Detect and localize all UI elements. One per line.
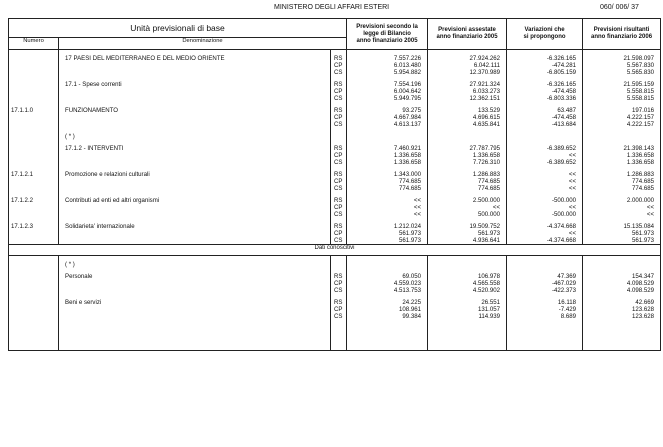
- table-row: [9, 223, 661, 230]
- row-denominazione: 17 PAESI DEL MEDITERRANEO E DEL MEDIO ORIENTE: [59, 55, 331, 62]
- table-body: [9, 50, 661, 245]
- table-row: [9, 178, 661, 185]
- row-denominazione: [59, 69, 331, 76]
- row-denominazione: 17.1 - Spese correnti: [59, 81, 331, 88]
- table-row: [9, 107, 661, 114]
- row-tipo: CS: [331, 287, 347, 294]
- val-assestate: 6.042.111: [428, 62, 507, 69]
- row-number: [9, 287, 59, 294]
- row-denominazione: [59, 62, 331, 69]
- col-variazioni: Variazioni che si propongono: [507, 19, 583, 50]
- val-assestate: 4.696.615: [428, 114, 507, 121]
- row-number: [9, 211, 59, 218]
- row-number: [9, 313, 59, 320]
- val-bilancio: 4.613.137: [347, 121, 428, 128]
- table-row: [9, 171, 661, 178]
- table-row: [9, 114, 661, 121]
- val-bilancio: 69.050: [347, 273, 428, 280]
- val-variazioni: <<: [507, 185, 583, 192]
- val-variazioni: 8.689: [507, 313, 583, 320]
- val-risultanti: [583, 133, 661, 140]
- val-variazioni: -474.281: [507, 62, 583, 69]
- row-tipo: RS: [331, 55, 347, 62]
- table-row: [9, 313, 661, 320]
- val-risultanti: 1.336.658: [583, 152, 661, 159]
- dati-conoscitivi-label: Dati conoscitivi: [9, 245, 661, 256]
- row-denominazione: [59, 306, 331, 313]
- val-risultanti: 154.347: [583, 273, 661, 280]
- row-number: [9, 152, 59, 159]
- row-tipo: RS: [331, 145, 347, 152]
- val-risultanti: 4.098.529: [583, 287, 661, 294]
- row-tipo: RS: [331, 81, 347, 88]
- row-tipo: CS: [331, 69, 347, 76]
- val-assestate: 27.787.795: [428, 145, 507, 152]
- val-assestate: [428, 133, 507, 140]
- val-assestate: <<: [428, 204, 507, 211]
- val-variazioni: -4.374.668: [507, 237, 583, 245]
- row-tipo: RS: [331, 107, 347, 114]
- table-row: [9, 159, 661, 166]
- row-denominazione: Contributi ad enti ed altri organismi: [59, 197, 331, 204]
- val-variazioni: <<: [507, 204, 583, 211]
- row-denominazione: [59, 287, 331, 294]
- row-denominazione: [59, 88, 331, 95]
- val-assestate: 774.685: [428, 185, 507, 192]
- val-variazioni: <<: [507, 230, 583, 237]
- row-number: [9, 273, 59, 280]
- row-tipo: CP: [331, 306, 347, 313]
- val-assestate: 500.000: [428, 211, 507, 218]
- row-number: 17.1.2.3: [9, 223, 59, 230]
- row-denominazione: [59, 204, 331, 211]
- row-tipo: RS: [331, 299, 347, 306]
- val-risultanti: 123.628: [583, 306, 661, 313]
- budget-table: [8, 18, 661, 351]
- val-bilancio: 6.004.642: [347, 88, 428, 95]
- table-row: [9, 280, 661, 287]
- table-row: [9, 287, 661, 294]
- val-assestate: 6.033.273: [428, 88, 507, 95]
- row-denominazione: [59, 313, 331, 320]
- row-tipo: CP: [331, 62, 347, 69]
- row-denominazione: [59, 114, 331, 121]
- row-denominazione: Promozione e relazioni culturali: [59, 171, 331, 178]
- val-bilancio: <<: [347, 204, 428, 211]
- row-denominazione: [59, 237, 331, 245]
- table-row: [9, 197, 661, 204]
- row-number: [9, 237, 59, 245]
- val-assestate: 4.936.641: [428, 237, 507, 245]
- val-assestate: 774.685: [428, 178, 507, 185]
- val-variazioni: [507, 133, 583, 140]
- val-bilancio: 4.559.023: [347, 280, 428, 287]
- val-risultanti: 5.567.830: [583, 62, 661, 69]
- val-bilancio: 5.954.882: [347, 69, 428, 76]
- row-number: [9, 81, 59, 88]
- table-row: [9, 95, 661, 102]
- table-row: [9, 145, 661, 152]
- val-risultanti: 21.398.143: [583, 145, 661, 152]
- val-bilancio: 1.212.024: [347, 223, 428, 230]
- row-number: [9, 133, 59, 140]
- val-bilancio: 108.961: [347, 306, 428, 313]
- row-tipo: CS: [331, 159, 347, 166]
- row-number: [9, 185, 59, 192]
- val-risultanti: 1.286.883: [583, 171, 661, 178]
- val-variazioni: -6.326.165: [507, 81, 583, 88]
- row-number: [9, 204, 59, 211]
- table-row: [9, 81, 661, 88]
- val-assestate: 27.921.324: [428, 81, 507, 88]
- val-assestate: 133.529: [428, 107, 507, 114]
- val-variazioni: [507, 261, 583, 268]
- ministry-title: MINISTERO DEGLI AFFARI ESTERI: [274, 4, 390, 11]
- val-risultanti: <<: [583, 204, 661, 211]
- val-bilancio: 561.973: [347, 237, 428, 245]
- val-risultanti: 21.598.097: [583, 55, 661, 62]
- row-number: [9, 178, 59, 185]
- table-row: [9, 88, 661, 95]
- val-variazioni: -6.326.165: [507, 55, 583, 62]
- row-tipo: CS: [331, 121, 347, 128]
- val-risultanti: 4.222.157: [583, 121, 661, 128]
- row-tipo: CP: [331, 204, 347, 211]
- val-risultanti: 15.135.084: [583, 223, 661, 230]
- val-assestate: 4.520.902: [428, 287, 507, 294]
- val-bilancio: 774.685: [347, 178, 428, 185]
- val-risultanti: 5.565.830: [583, 69, 661, 76]
- document-header: [0, 4, 663, 16]
- row-tipo: CP: [331, 230, 347, 237]
- row-number: [9, 230, 59, 237]
- row-tipo: CS: [331, 237, 347, 245]
- table-row: [9, 230, 661, 237]
- row-number: [9, 261, 59, 268]
- val-variazioni: -6.389.652: [507, 145, 583, 152]
- val-risultanti: [583, 261, 661, 268]
- val-assestate: 1.336.658: [428, 152, 507, 159]
- val-assestate: 114.939: [428, 313, 507, 320]
- val-variazioni: -500.000: [507, 211, 583, 218]
- val-variazioni: -500.000: [507, 197, 583, 204]
- val-risultanti: 2.000.000: [583, 197, 661, 204]
- page-reference: 060/ 006/ 37: [600, 4, 639, 11]
- val-variazioni: 16.118: [507, 299, 583, 306]
- table-row: [9, 211, 661, 218]
- val-bilancio: [347, 133, 428, 140]
- val-bilancio: 7.557.226: [347, 55, 428, 62]
- row-number: [9, 280, 59, 287]
- row-denominazione: 17.1.2 - INTERVENTI: [59, 145, 331, 152]
- row-tipo: CS: [331, 211, 347, 218]
- row-number: [9, 114, 59, 121]
- row-number: 17.1.1.0: [9, 107, 59, 114]
- table-row: [9, 121, 661, 128]
- table-row: [9, 299, 661, 306]
- val-risultanti: 774.685: [583, 178, 661, 185]
- row-number: [9, 55, 59, 62]
- row-tipo: RS: [331, 171, 347, 178]
- val-variazioni: <<: [507, 178, 583, 185]
- col-previsioni-risultanti: Previsioni risultanti anno finanziario 2006: [583, 19, 661, 50]
- row-denominazione: ( * ): [59, 261, 331, 268]
- table-row: [9, 273, 661, 280]
- row-tipo: CP: [331, 152, 347, 159]
- row-number: [9, 62, 59, 69]
- val-variazioni: <<: [507, 152, 583, 159]
- val-assestate: 4.565.558: [428, 280, 507, 287]
- val-bilancio: 1.336.658: [347, 159, 428, 166]
- val-assestate: 7.726.310: [428, 159, 507, 166]
- table-row: [9, 69, 661, 76]
- val-variazioni: -413.684: [507, 121, 583, 128]
- val-risultanti: 1.336.658: [583, 159, 661, 166]
- row-denominazione: FUNZIONAMENTO: [59, 107, 331, 114]
- val-risultanti: 197.016: [583, 107, 661, 114]
- row-number: 17.1.2.2: [9, 197, 59, 204]
- row-denominazione: ( * ): [59, 133, 331, 140]
- val-bilancio: 6.013.480: [347, 62, 428, 69]
- val-risultanti: <<: [583, 211, 661, 218]
- val-risultanti: 42.669: [583, 299, 661, 306]
- row-tipo: RS: [331, 223, 347, 230]
- val-variazioni: -6.389.652: [507, 159, 583, 166]
- table-row: [9, 261, 661, 268]
- val-risultanti: 21.595.159: [583, 81, 661, 88]
- val-variazioni: -6.803.336: [507, 95, 583, 102]
- row-denominazione: [59, 152, 331, 159]
- val-assestate: 26.551: [428, 299, 507, 306]
- val-bilancio: 4.513.753: [347, 287, 428, 294]
- row-denominazione: [59, 121, 331, 128]
- val-bilancio: <<: [347, 211, 428, 218]
- row-denominazione: Beni e servizi: [59, 299, 331, 306]
- table-row: [9, 62, 661, 69]
- val-risultanti: 561.973: [583, 237, 661, 245]
- row-tipo: CS: [331, 95, 347, 102]
- row-denominazione: Personale: [59, 273, 331, 280]
- row-denominazione: [59, 178, 331, 185]
- col-previsioni-assestate: Previsioni assestate anno finanziario 2005: [428, 19, 507, 50]
- row-tipo: CP: [331, 280, 347, 287]
- val-bilancio: 561.973: [347, 230, 428, 237]
- val-bilancio: [347, 261, 428, 268]
- col-denominazione: Denominazione: [59, 38, 347, 50]
- val-risultanti: 4.222.157: [583, 114, 661, 121]
- row-number: [9, 145, 59, 152]
- row-denominazione: [59, 230, 331, 237]
- val-risultanti: 5.558.815: [583, 88, 661, 95]
- row-tipo: RS: [331, 197, 347, 204]
- row-number: 17.1.2.1: [9, 171, 59, 178]
- val-variazioni: -6.805.159: [507, 69, 583, 76]
- row-tipo: CS: [331, 185, 347, 192]
- val-assestate: 131.057: [428, 306, 507, 313]
- val-bilancio: 99.384: [347, 313, 428, 320]
- val-risultanti: 4.098.529: [583, 280, 661, 287]
- val-bilancio: 1.343.000: [347, 171, 428, 178]
- val-variazioni: -467.029: [507, 280, 583, 287]
- col-previsioni-bilancio: Previsioni secondo la legge di Bilancio anno finanziario 2005: [347, 19, 428, 50]
- val-assestate: 1.286.883: [428, 171, 507, 178]
- row-number: [9, 159, 59, 166]
- row-denominazione: Solidarieta' internazionale: [59, 223, 331, 230]
- val-variazioni: -474.458: [507, 114, 583, 121]
- dati-body: [9, 256, 661, 351]
- val-assestate: 12.362.151: [428, 95, 507, 102]
- table-title: Unità previsionali di base: [9, 19, 347, 38]
- val-assestate: 561.973: [428, 230, 507, 237]
- val-variazioni: -4.374.668: [507, 223, 583, 230]
- val-bilancio: 7.460.921: [347, 145, 428, 152]
- row-tipo: RS: [331, 273, 347, 280]
- row-tipo: CP: [331, 178, 347, 185]
- val-bilancio: 5.949.795: [347, 95, 428, 102]
- row-number: [9, 306, 59, 313]
- val-bilancio: <<: [347, 197, 428, 204]
- val-risultanti: 774.685: [583, 185, 661, 192]
- row-tipo: CS: [331, 313, 347, 320]
- val-variazioni: 63.487: [507, 107, 583, 114]
- table-row: [9, 55, 661, 62]
- val-risultanti: 561.973: [583, 230, 661, 237]
- col-numero: Numero: [9, 38, 59, 50]
- row-number: [9, 95, 59, 102]
- val-variazioni: -422.373: [507, 287, 583, 294]
- val-variazioni: <<: [507, 171, 583, 178]
- val-risultanti: 5.558.815: [583, 95, 661, 102]
- val-bilancio: 93.275: [347, 107, 428, 114]
- row-tipo: CP: [331, 88, 347, 95]
- val-bilancio: 1.336.658: [347, 152, 428, 159]
- row-tipo: CP: [331, 114, 347, 121]
- val-bilancio: 24.225: [347, 299, 428, 306]
- val-assestate: 12.370.989: [428, 69, 507, 76]
- val-variazioni: -7.429: [507, 306, 583, 313]
- val-assestate: 106.978: [428, 273, 507, 280]
- val-assestate: 27.924.262: [428, 55, 507, 62]
- row-number: [9, 69, 59, 76]
- val-bilancio: 774.685: [347, 185, 428, 192]
- row-denominazione: [59, 185, 331, 192]
- table-row: [9, 306, 661, 313]
- val-assestate: 2.500.000: [428, 197, 507, 204]
- row-number: [9, 88, 59, 95]
- row-denominazione: [59, 159, 331, 166]
- row-tipo: [331, 261, 347, 268]
- table-row: [9, 185, 661, 192]
- row-denominazione: [59, 95, 331, 102]
- val-assestate: 4.635.841: [428, 121, 507, 128]
- val-assestate: [428, 261, 507, 268]
- val-risultanti: 123.628: [583, 313, 661, 320]
- row-denominazione: [59, 211, 331, 218]
- row-number: [9, 121, 59, 128]
- row-denominazione: [59, 280, 331, 287]
- val-variazioni: 47.369: [507, 273, 583, 280]
- table-row: [9, 237, 661, 245]
- val-variazioni: -474.458: [507, 88, 583, 95]
- val-assestate: 19.509.752: [428, 223, 507, 230]
- val-bilancio: 7.554.196: [347, 81, 428, 88]
- table-row: [9, 204, 661, 211]
- table-row: [9, 152, 661, 159]
- row-tipo: [331, 133, 347, 140]
- row-number: [9, 299, 59, 306]
- val-bilancio: 4.667.984: [347, 114, 428, 121]
- table-row: [9, 133, 661, 140]
